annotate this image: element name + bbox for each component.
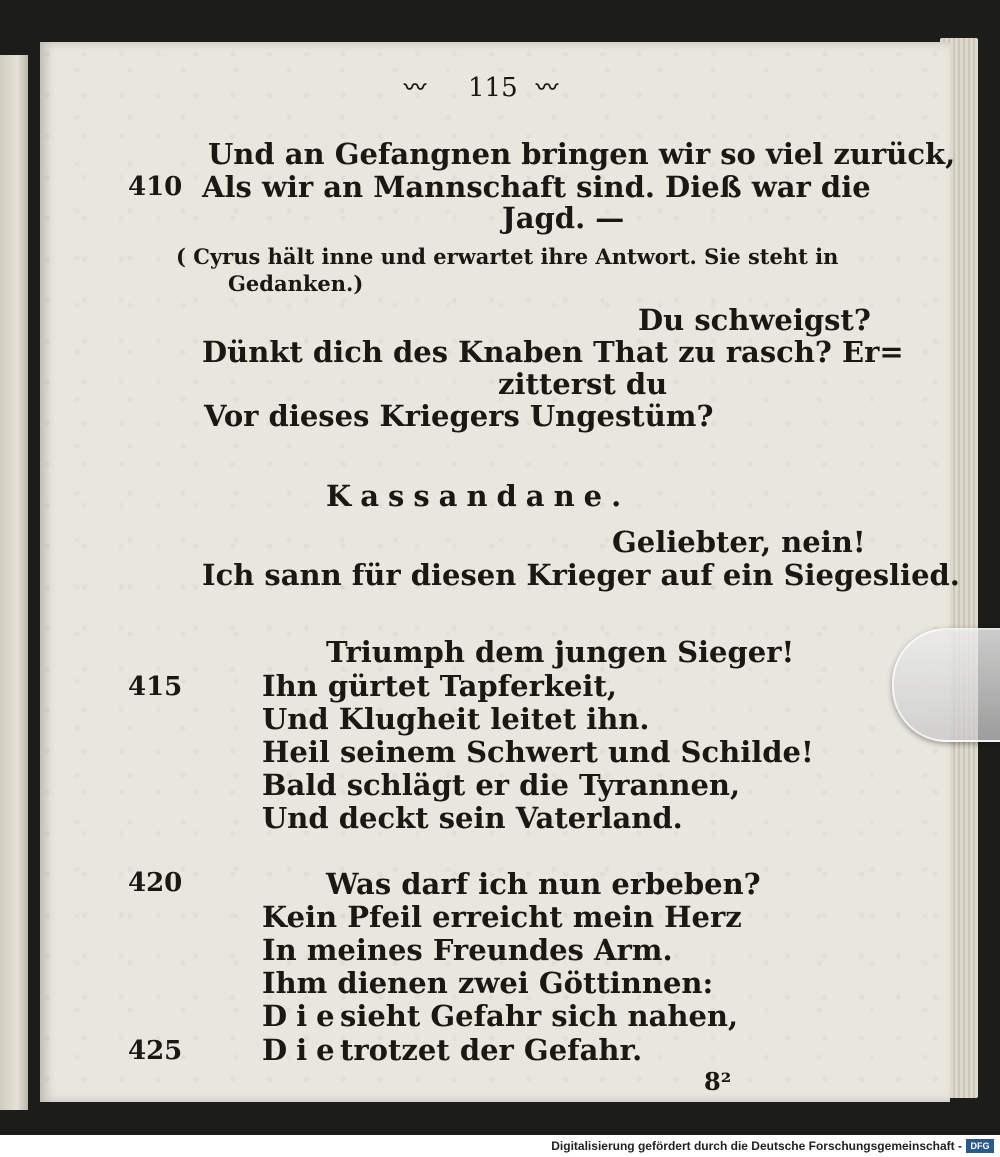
verse-line: Du schweigst? (638, 303, 871, 337)
song-line: Kein Pfeil erreicht mein Herz (262, 900, 742, 934)
line-number: 415 (128, 672, 183, 702)
facing-page-edge (0, 55, 28, 1110)
song-line: trotzet der Gefahr. (340, 1033, 643, 1067)
stage-direction: ( Cyrus hält inne und erwartet ihre Antwort. Sie steht in (176, 244, 839, 269)
header-ornament-right: 〰 (536, 75, 557, 101)
verse-line: Ich sann für diesen Krieger auf ein Siegeslied. (202, 558, 960, 592)
emphasis-word: Die (262, 999, 344, 1033)
song-line: sieht Gefahr sich nahen, (340, 999, 739, 1033)
verse-line: Geliebter, nein! (612, 525, 866, 559)
song-line: Bald schlägt er die Tyrannen, (262, 768, 741, 802)
song-line: Ihm dienen zwei Göttinnen: (262, 966, 714, 1000)
verse-line: Vor dieses Kriegers Ungestüm? (204, 399, 714, 433)
line-number: 420 (128, 868, 183, 898)
signature-mark: 8² (704, 1067, 732, 1096)
book-page (40, 42, 960, 1102)
song-line: Triumph dem jungen Sieger! (326, 635, 795, 669)
funding-notice: Digitalisierung gefördert durch die Deutsche Forschungsgemeinschaft - (551, 1139, 962, 1153)
page-clip (892, 628, 1000, 742)
dfg-logo: DFG (966, 1139, 994, 1153)
page-number: 115 (468, 73, 518, 103)
verse-line: Dünkt dich des Knaben That zu rasch? Er= (202, 335, 904, 369)
speaker-name: Kassandane. (326, 479, 631, 513)
song-line: Und Klugheit leitet ihn. (262, 702, 650, 736)
verse-line: Als wir an Mannschaft sind. Dieß war die (202, 170, 871, 204)
footer-bar (0, 1135, 1000, 1157)
song-line: Und deckt sein Vaterland. (262, 801, 683, 835)
song-line: Ihn gürtet Tapferkeit, (262, 669, 617, 703)
line-number: 425 (128, 1036, 183, 1066)
verse-line: Und an Gefangnen bringen wir so viel zurück, (208, 137, 956, 171)
song-line: Was darf ich nun erbeben? (326, 867, 761, 901)
song-line: Heil seinem Schwert und Schilde! (262, 735, 814, 769)
verse-line: Jagd. — (502, 201, 625, 235)
song-line: In meines Freundes Arm. (262, 933, 673, 967)
stage-direction: Gedanken.) (228, 271, 364, 296)
emphasis-word: Die (262, 1033, 344, 1067)
header-ornament-left: 〰 (404, 75, 425, 101)
verse-line: zitterst du (498, 367, 668, 401)
line-number: 410 (128, 172, 183, 202)
